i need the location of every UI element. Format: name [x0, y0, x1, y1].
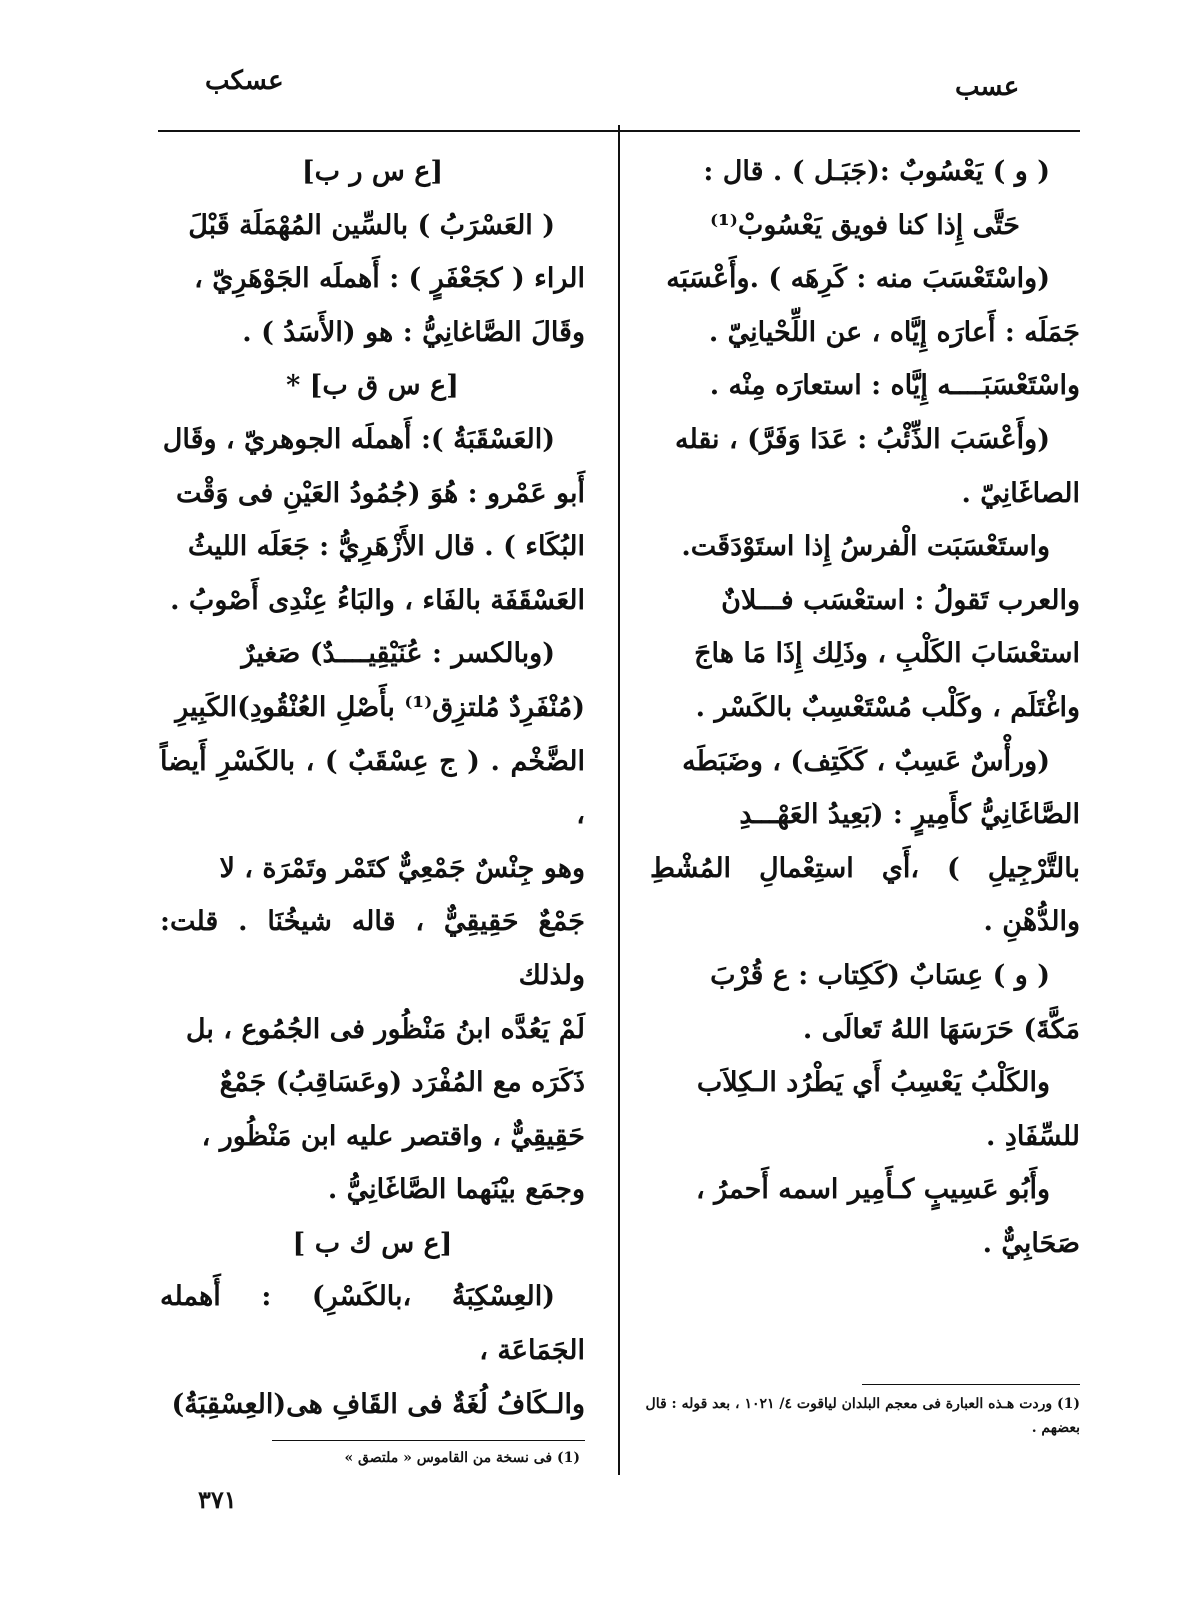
- text-line: الراء ( كجَعْفَرٍ ) : أَهملَه الجَوْهَرِيّ ،: [194, 263, 585, 295]
- text-line: صَحَابِيٌّ .: [982, 1227, 1080, 1259]
- text-line: لَمْ يَعُدَّه ابنُ مَنْظُور فى الجُمُوع ، بل: [185, 1013, 585, 1045]
- text-line: (العِسْكِبَةُ ،بالكَسْرِ) : أَهمله الجَمَاعَة ،: [160, 1281, 585, 1367]
- text-line: وأَبُو عَسِيبٍ كـأَمِير اسمه أَحمرُ ،: [696, 1174, 1050, 1206]
- text-line: الصاغَانِيّ .: [961, 477, 1080, 509]
- text-line: (ورأْسٌ عَسِبٌ ، كَكَتِف) ، وضَبَطَه: [682, 745, 1050, 777]
- text-line: وهو جِنْسٌ جَمْعِيٌّ كتَمْر وتَمْرَة ، لا: [219, 852, 585, 884]
- footnote-right: (1) وردت هـذه العبارة فى معجم البلدان لياقوت ٤/ ١٠٢١ ، بعد قوله : قال بعضهم .: [645, 1396, 1080, 1436]
- text-line: (واسْتَعْسَبَ منه : كَرِهَه ) .وأَعْسَبَه: [666, 263, 1050, 295]
- text-line: الضَّخْم . ( ج عِسْقَبٌ ) ، بالكَسْرِ أَيضاً ،: [160, 745, 585, 831]
- text-line: بالتَّرْجِيلِ ) ،أَي استِعْمالِ المُشْطِ والدُّهْنِ .: [650, 852, 1080, 938]
- page-number: ٣٧١: [198, 1485, 237, 1514]
- text-line: جَمْعٌ حَقِيقِيٌّ ، قاله شيخُنَا . قلت: ولذلك: [160, 906, 585, 991]
- text-line: للسِّفَادِ .: [986, 1120, 1080, 1152]
- text-line: العَسْقَفَة بالفَاء ، والبَاءُ عِنْدِى أَصْوبُ .: [170, 584, 585, 616]
- text-line: (العَسْقَبَةُ ): أَهملَه الجوهريّ ، وقَال: [162, 423, 555, 455]
- column-divider: [618, 125, 620, 1475]
- text-line: جَمَلَه : أَعارَه إِيَّاه ، عن اللِّحْيانِيّ .: [708, 316, 1080, 348]
- left-column: [160, 145, 585, 1431]
- text-line: ( و ) يَعْسُوبٌ :(جَبَـل ) . قال :: [703, 156, 1050, 187]
- text-line: (مُنْفَرِدٌ مُلتزِق⁽¹⁾ بأَصْلِ العُنْقُودِ)الكَبِيرِ: [175, 691, 585, 723]
- text-line: استعْسَابَ الكَلْبِ ، وذَلِك إِذَا مَا هاجَ: [694, 638, 1080, 670]
- text-line: واستَعْسَبَت الْفرسُ إِذا استَوْدَقَت.: [681, 531, 1050, 563]
- footnote-left: (1) فى نسخة من القاموس « ملتصق »: [344, 1450, 580, 1466]
- text-line: والكَلْبُ يَعْسِبُ أَي يَطْرُد الـكِلاَب: [696, 1067, 1050, 1099]
- text-line: ( العَسْرَبُ ) بالسِّين المُهْمَلَة قَبْلَ: [188, 209, 555, 241]
- text-line: ( و ) عِسَابٌ (كَكِتاب : ع قُرْبَ: [710, 959, 1050, 991]
- verse-line: حَتَّى إِذا كنا فويق يَعْسُوبْ⁽¹⁾: [710, 209, 1020, 241]
- entry-heading: [ع س ك ب ]: [292, 1227, 453, 1259]
- text-line: ذَكَرَه مع المُفْرَد (وعَسَاقِبُ) جَمْعٌ: [219, 1067, 585, 1099]
- text-line: وقَالَ الصَّاغانِيُّ : هو (الأَسَدُ ) .: [242, 316, 585, 348]
- entry-heading: [ع س ر ب]: [301, 156, 444, 187]
- right-column: [650, 145, 1080, 1270]
- entry-heading: [ع س ق ب] *: [286, 370, 459, 402]
- text-line: مَكَّةَ) حَرَسَهَا اللهُ تَعالَى .: [802, 1013, 1080, 1045]
- text-line: أَبو عَمْرو : هُوَ (جُمُودُ العَيْنِ فى وَقْت: [176, 477, 585, 509]
- text-line: (وبالكسر : عُنَيْقِيــــدٌ) صَغيرٌ: [241, 638, 555, 670]
- text-line: وجمَع بيْنَهما الصَّاغَانِيُّ .: [327, 1174, 585, 1206]
- text-line: واغْتَلَم ، وكَلْب مُسْتَعْسِبٌ بالكَسْر .: [695, 691, 1080, 723]
- text-line: البُكَاء ) . قال الأَزْهَرِيُّ : جَعَلَه الليثُ: [187, 531, 585, 563]
- text-line: واسْتَعْسَبَــــه إِيَّاه : استعارَه مِنْه .: [709, 370, 1080, 402]
- text-line: الصَّاغَانِيُّ كأَمِيرٍ : (بَعِيدُ العَهْـــدِ: [739, 799, 1080, 831]
- text-line: (وأَعْسَبَ الذِّئْبُ : عَدَا وَفَرَّ) ، نقله: [674, 423, 1050, 455]
- text-line: حَقِيقِيٌّ ، واقتصر عليه ابن مَنْظُور ،: [201, 1120, 585, 1152]
- text-line: والعرب تَقولُ : استعْسَب فـــلانٌ: [721, 584, 1080, 616]
- footnote-rule-left: [272, 1440, 585, 1441]
- text-line: والـكَافُ لُغَةٌ فى القَافِ هى(العِسْقِبَةُ): [171, 1388, 585, 1420]
- header-entry-right: عسب: [955, 72, 1020, 102]
- header-entry-left: عسكب: [205, 66, 284, 96]
- footnote-rule-right: [862, 1384, 1080, 1385]
